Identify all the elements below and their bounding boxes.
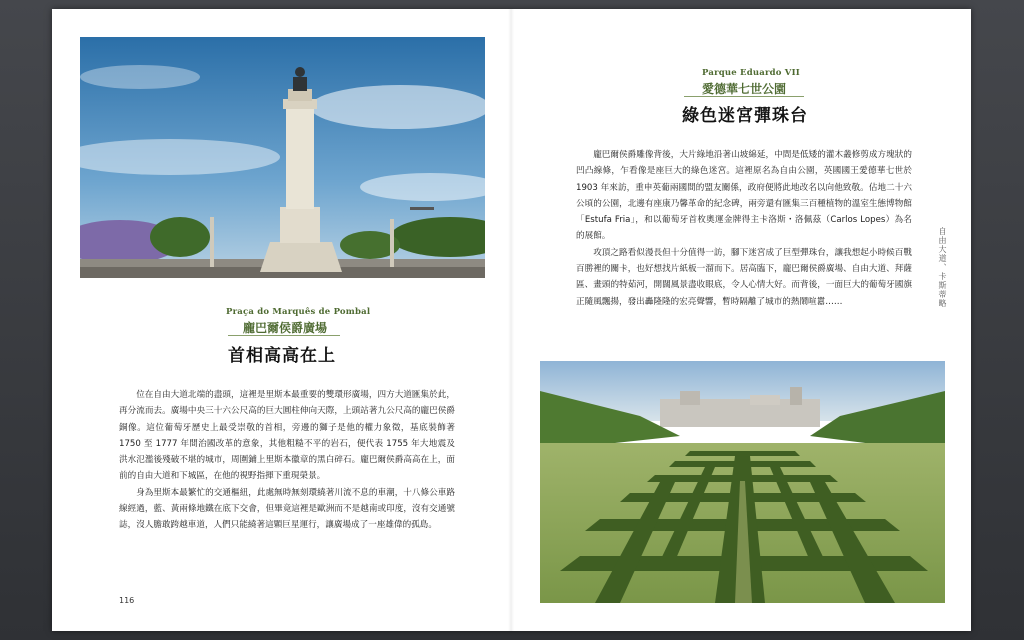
left-paragraph-2: 身為里斯本最繁忙的交通樞紐，此處無時無刻環繞著川流不息的車潮，十八條公車路線經過，藍、黃兩條地鐵在底下交會，但畢竟這裡是歐洲而不是越南或印度，沒有交通號誌，沒人膽敢跨越車道，人們只能繞著這顆巨星運行，讓廣場成了一座雄偉的孤島。 bbox=[119, 487, 455, 531]
right-body-text bbox=[576, 147, 912, 310]
page-gutter bbox=[508, 9, 514, 631]
left-page-title: 首相高高在上 bbox=[228, 346, 336, 366]
left-subtitle-cn: 龐巴爾侯爵廣場 bbox=[243, 321, 328, 335]
right-title-rule bbox=[684, 96, 804, 97]
left-paragraph-1: 位在自由大道北端的盡頭，這裡是里斯本最重要的雙環形廣場，四方大道匯集於此，再分流而去。廣場中央三十六公尺高的巨大圓柱伸向天際，上頭站著九公尺高的龐巴侯爵銅像。這位葡萄牙歷史上最受崇敬的首相，旁邊的獅子是他的權力象徵，基底裝飾著 1750 至 1777 年間治國改革的意象，其他粗糙不平的岩石，便代表 1755 年大地震及洪水氾濫後殘破不堪的城市，周圍鋪上里斯本徽章的黑白碎石。龐巴爾侯爵高高在上，面前的自由大道和下城區，在他的視野指揮下重現榮景。 bbox=[119, 390, 455, 482]
right-subtitle-cn: 愛德華七世公園 bbox=[702, 82, 787, 96]
right-page-title: 綠色迷宮彈珠台 bbox=[682, 106, 808, 126]
chapter-side-label: 自由大道、卡斯蒂略 bbox=[938, 227, 947, 308]
page-number: 116 bbox=[119, 596, 135, 605]
left-subtitle-latin: Praça do Marquês de Pombal bbox=[226, 307, 371, 317]
left-body-text bbox=[119, 387, 455, 534]
right-paragraph-2: 攻頂之路看似漫長但十分值得一訪，腳下迷宮成了巨型彈珠台，讓我想起小時候百戰百勝裡的關卡，也好想找片紙板一溜而下。居高臨下，龐巴爾侯爵廣場、自由大道、拜薩區、畫頭的特茹河，開闊風景盡收眼底，令人心情大好。而背後，一面巨大的葡萄牙國旗正隨風飄揚，發出轟隆隆的宏亮聲響，暫時隔離了城市的熱鬧喧囂…… bbox=[576, 247, 912, 307]
left-title-rule bbox=[228, 335, 340, 336]
right-subtitle-latin: Parque Eduardo VII bbox=[702, 68, 800, 78]
maze-park-photo bbox=[540, 361, 945, 603]
right-paragraph-1: 龐巴爾侯爵雕像背後，大片綠地沿著山坡綿延，中間是低矮的灌木叢修剪成方塊狀的凹凸線條，乍看像是座巨大的綠色迷宮。這裡原名為自由公園，英國國王愛德華七世於 1903 年來訪，重申英葡兩國間的盟友關係，政府便將此地改名以向他致敬。佔地二十六公頃的公園，北邊有座康乃馨革命的紀念碑，兩旁還有匯集三百種植物的溫室生態博物館「Estufa Fria」，和以葡萄牙首枚奧運金牌得主卡洛斯・洛佩茲（Carlos Lopes）為名的展館。 bbox=[576, 150, 912, 242]
monument-photo bbox=[80, 37, 485, 278]
book-spread bbox=[52, 9, 971, 631]
